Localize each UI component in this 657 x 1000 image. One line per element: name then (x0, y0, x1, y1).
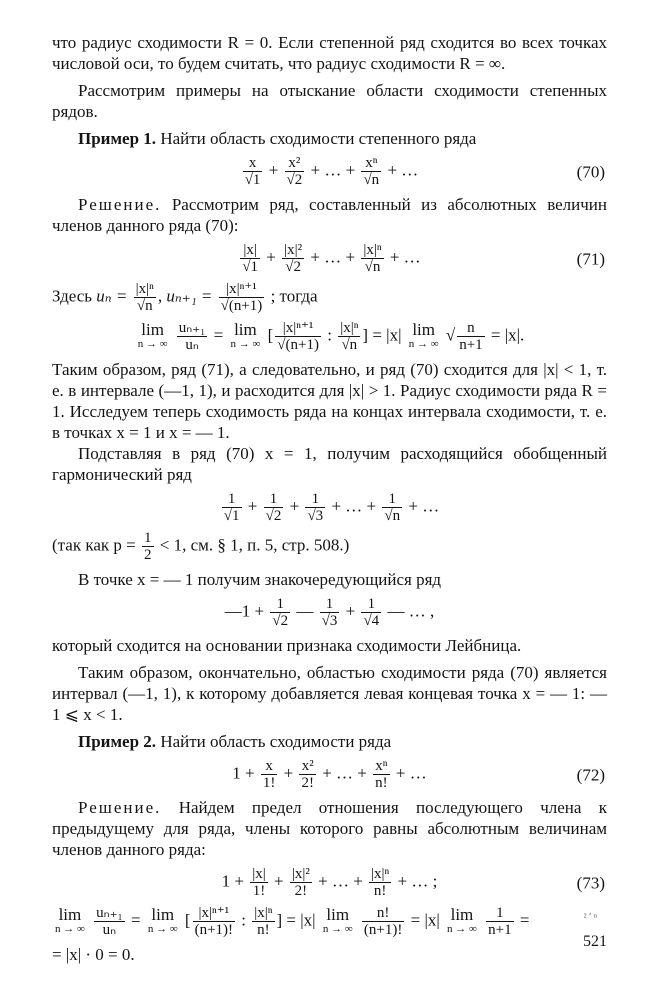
example-1-heading (52, 128, 607, 149)
formula-73: 1 + $\frac{|x|}{1!}$ + $\frac{\text{|x|²}}{2!}$ + … + $\frac{\text{|x|ⁿ}}{n!}$ + … ; (73) (221, 866, 605, 899)
example-label: Пример 2. (78, 732, 157, 751)
paragraph: В точке x = — 1 получим знакочередующийся ряд (78, 570, 442, 589)
example-text: Найти область сходимости ряда (160, 732, 392, 751)
equation-number: (73) (576, 873, 605, 892)
formula-70: $\frac{x}{√1}$ + $\frac{\text{x²}}{√2}$ + … + $\frac{\text{xⁿ}}{√n}$ + … (70) (244, 155, 605, 188)
limit-result: = |x| · 0 = 0. (52, 945, 135, 964)
example-2-heading (52, 731, 607, 752)
corner-mark: ² ′ ⁿ (583, 912, 597, 923)
limit-formula-2: lim n → ∞ $\frac{\text{uₙ₊₁}}{\text{uₙ}}$ = lim n → ∞ [ $\frac{\text{|x|ⁿ⁺¹}}{(n+1)!}$ : $\frac{\text{|x|ⁿ}}{n!}$ ] = |x| lim n → ∞ $\frac{n!}{(n+1)!}$ = |x| lim n → ∞ $\frac{1}{n+1}$ = (55, 904, 530, 938)
solution-label: Решение. (78, 195, 162, 214)
solution-label: Решение. (78, 798, 162, 817)
paragraph: что радиус сходимости R = 0. Если степенной ряд сходится во всех точках числовой оси, то будем считать, что радиус сходимости R = ∞. (52, 33, 607, 73)
page-number: 521 (583, 933, 607, 950)
paragraph: Таким образом, окончательно, областью сходимости ряда (70) является интервал (—1, 1), к которому добавляется левая концевая точка x = — 1: —1 ⩽ x < 1. (52, 663, 607, 724)
equation-number: (71) (576, 249, 605, 268)
paragraph: (так как p = $\frac{1}{2}$ < 1, см. § 1, п. 5, стр. 508.) (52, 530, 350, 563)
paragraph: Рассмотрим примеры на отыскание области сходимости степенных рядов. (52, 81, 607, 121)
definitions-line: Здесь uₙ = $\frac{\text{|x|ⁿ}}{√n}$ , uₙ₊₁ = $\frac{\text{|x|ⁿ⁺¹}}{√(n+1)}$ ; тогда (52, 281, 318, 314)
example-text: Найти область сходимости степенного ряда (160, 129, 477, 148)
alternating-series: —1 + $\frac{1}{√2}$ — $\frac{1}{√3}$ + $\frac{1}{√4}$ — … , (224, 596, 435, 629)
formula-72: 1 + $\frac{x}{1!}$ + $\frac{\text{x²}}{2!}$ + … + $\frac{\text{xⁿ}}{n!}$ + … (72) (232, 758, 605, 791)
equation-number: (72) (576, 765, 605, 784)
solution-2: Решение. Найдем предел отношения последующего члена к предыдущему для ряда, члены которого равны абсолютным величинам членов данного ряда: (52, 798, 607, 859)
solution-1: Решение. Рассмотрим ряд, составленный из абсолютных величин членов данного ряда (70): (52, 195, 607, 235)
formula-71: $\frac{|x|}{√1}$ + $\frac{\text{|x|²}}{√2}$ + … + $\frac{\text{|x|ⁿ}}{√n}$ + … (71) (242, 242, 605, 275)
paragraph: Подставляя в ряд (70) x = 1, получим расходящийся обобщенный гармонический ряд (52, 444, 607, 484)
equation-number: (70) (576, 162, 605, 181)
example-label: Пример 1. (78, 129, 157, 148)
paragraph: который сходится на основании признака сходимости Лейбница. (52, 636, 522, 655)
limit-formula-1: lim n → ∞ $\frac{\text{uₙ₊₁}}{\text{uₙ}}$ = lim n → ∞ [ $\frac{\text{|x|ⁿ⁺¹}}{√(n+1)}$ : $\frac{\text{|x|ⁿ}}{√n}$ ] = |x| lim n → ∞ √ $\frac{n}{n+1}$ = |x|. (137, 319, 525, 353)
page-body (52, 32, 607, 965)
paragraph: Таким образом, ряд (71), а следовательно, и ряд (70) сходится для |x| < 1, т. е. в интервале (—1, 1), и расходится для |x| > 1. Радиус сходимости ряда R = 1. Исследуем теперь сходимость ряда на концах интервала сходимости, т. е. в точках x = 1 и x = — 1. (52, 360, 607, 442)
harmonic-series: $\frac{1}{√1}$ + $\frac{1}{√2}$ + $\frac{1}{√3}$ + … + $\frac{1}{√n}$ + … (223, 491, 440, 524)
